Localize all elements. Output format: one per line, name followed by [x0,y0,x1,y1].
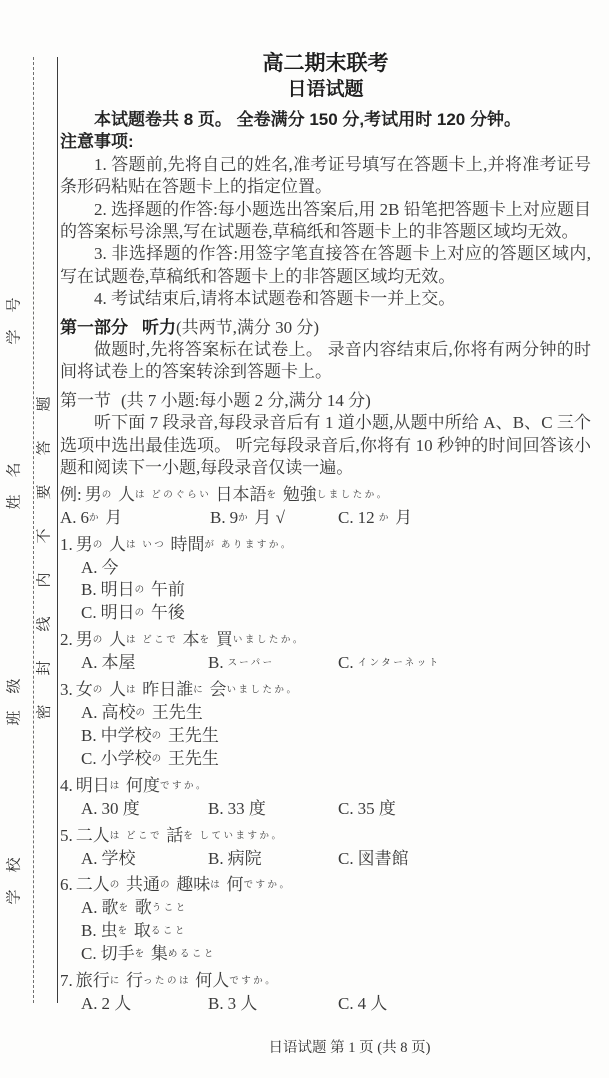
option-text: 9か 月 √ [229,507,285,527]
exam-page [60,50,591,1015]
section1-description: 听下面 7 段录音,每段录音后有 1 道小题,从题中所给 A、B、C 三个选项中选出最佳选项。 听完每段录音后,你将有 10 秒钟的时间回答该小题和阅读下一小题,每段录音仅读一遍。 [60,413,591,478]
option-label: B. [208,799,224,819]
option [208,652,338,675]
question-text: 明日は 何度ですか。 [75,776,209,796]
option [81,702,591,725]
option [81,943,591,966]
option-text: 図書館 [357,848,409,868]
option-label: A. [60,507,77,527]
seal-field-school: 学校 [6,840,23,905]
option-text: 虫を 取ること [100,920,187,940]
question-line [60,775,591,798]
part1-name: 听力 [142,317,176,337]
question-text: 二人は どこで 話を していますか。 [75,825,284,845]
option [81,579,591,602]
option-text: 35 度 [357,799,396,819]
part1-label: 第一部分 [60,317,128,337]
example-options [60,507,591,530]
option [81,848,208,870]
option-label: A. [81,848,98,868]
option-text: 3 人 [227,994,258,1013]
listening-question [60,679,591,771]
option-text: 本屋 [101,653,136,672]
option-text: 切手を 集めること [100,943,216,963]
question-number: 7. [60,970,73,990]
example-question [60,484,591,530]
options-row [60,848,591,870]
option-text: 中学校の 王先生 [100,726,219,746]
question-line [60,629,591,652]
option-text: インターネット [357,658,441,669]
option-label: C. [81,749,97,769]
question-number: 3. [60,680,73,700]
option-label: B. [208,653,224,672]
option-label: C. [338,994,354,1013]
example-option-c [338,507,591,530]
question-line [60,679,591,702]
option-label: C. [338,799,354,819]
notice-item: 3. 非选择题的作答:用签字笔直接答在答题卡上对应的答题区域内,写在试题卷,草稿纸和答题卡上的非答题区域均无效。 [60,244,591,286]
option-label: A. [81,653,98,672]
question-number: 1. [60,534,73,554]
option-text: 明日の 午後 [100,602,185,622]
question-line [60,534,591,557]
listening-question [60,534,591,625]
options-row [60,652,591,675]
option-text: 明日の 午前 [100,579,185,599]
option-text: 病院 [227,848,262,868]
notice-item: 2. 选择题的作答:每小题选出答案后,用 2B 铅笔把答题卡上对应题目的答案标号涂黑,写在试题卷,草稿纸和答题卡上的非答题区域均无效。 [60,199,591,242]
option-text: 6か 月 [80,507,123,527]
part1-heading [60,317,591,339]
option-text: 2 人 [101,994,132,1013]
option [81,798,208,820]
option-text: 12 か 月 [357,507,413,527]
option [81,993,208,1015]
option [81,602,591,625]
question-text: 旅行に 行ったのは 何人ですか。 [75,970,278,990]
option [338,798,591,820]
option-label: C. [338,653,354,672]
question-number: 2. [60,629,73,649]
question-text: 二人の 共通の 趣味は 何ですか。 [75,874,292,894]
option-label: B. [210,507,226,527]
option [81,652,208,675]
option-text: 30 度 [101,799,140,819]
option-label: B. [208,994,224,1013]
page-footer: 日语试题 第 1 页 (共 8 页) [268,1040,431,1056]
example-question-text: 男の 人は どのぐらい 日本語を 勉強しましたか。 [84,484,389,504]
question-number: 6. [60,874,73,894]
option-text: 小学校の 王先生 [100,749,219,769]
option-text: 33 度 [227,799,266,819]
example-prefix: 例: [60,484,82,504]
listening-question [60,629,591,675]
option-text: スーパー [227,658,275,669]
seal-field-name: 姓名 [6,445,23,510]
seal-solid-line [57,57,58,1003]
option-label: A. [81,897,98,917]
option-label: A. [81,994,98,1013]
option-label: C. [81,943,97,963]
option [81,920,591,943]
part1-description: 做题时,先将答案标在试卷上。 录音内容结束后,你将有两分钟的时间将试卷上的答案转涂到答题卡上。 [60,340,591,382]
option-text: 今 [101,557,119,577]
option [81,897,591,920]
example-option-b [210,507,338,530]
option [338,848,591,870]
section1-heading [60,390,591,412]
option-label: A. [81,703,98,723]
question-text: 男の 人は どこで 本を 買いましたか。 [75,629,305,649]
seal-line-warning-text: 密封线内不要答题 [36,367,53,720]
example-question-line [60,484,591,507]
question-text: 男の 人は いつ 時間が ありますか。 [75,534,293,554]
option [81,557,591,579]
option [338,652,591,675]
option [338,993,591,1015]
option-text: 4 人 [357,994,388,1013]
option-label: A. [81,557,98,577]
option-label: B. [81,920,97,940]
option-label: C. [338,507,354,527]
question-text: 女の 人は 昨日誰に 会いましたか。 [75,680,299,700]
question-number: 4. [60,776,73,796]
option-text: 歌を 歌うこと [101,897,188,917]
option [208,848,338,870]
option [81,725,591,748]
question-number: 5. [60,825,73,845]
option [208,798,338,820]
option-label: A. [81,799,98,819]
option-text: 高校の 王先生 [101,703,203,723]
notice-item: 4. 考试结束后,请将本试题卷和答题卡一并上交。 [94,289,456,309]
listening-question [60,874,591,966]
questions-list [60,534,591,1016]
options-row [60,993,591,1015]
section1-meta: (共 7 小题:每小题 2 分,满分 14 分) [121,390,371,410]
question-line [60,874,591,897]
options-row [60,798,591,820]
notices-list [60,154,591,311]
exam-summary: 本试题卷共 8 页。 全卷满分 150 分,考试用时 120 分钟。 [94,110,521,129]
listening-question [60,775,591,820]
exam-title: 高二期末联考 [262,52,389,75]
seal-field-class: 班级 [6,661,23,726]
option-text: 学校 [101,848,136,868]
seal-field-student-number: 学号 [6,280,23,345]
question-line [60,825,591,848]
option [208,993,338,1015]
listening-question [60,970,591,1015]
section1-label: 第一节 [60,390,111,410]
listening-question [60,825,591,870]
question-line [60,970,591,993]
option-label: B. [81,726,97,746]
option-label: B. [81,579,97,599]
option-label: B. [208,848,224,868]
notice-item: 1. 答题前,先将自己的姓名,准考证号填写在答题卡上,并将准考证号条形码粘贴在答题卡上的指定位置。 [60,154,591,197]
exam-subtitle: 日语试题 [287,79,364,100]
option-label: C. [81,602,97,622]
example-option-a [60,507,210,530]
option-label: C. [338,848,354,868]
option [81,748,591,771]
part1-meta: (共两节,满分 30 分) [176,317,320,337]
notices-heading: 注意事项: [60,132,134,152]
